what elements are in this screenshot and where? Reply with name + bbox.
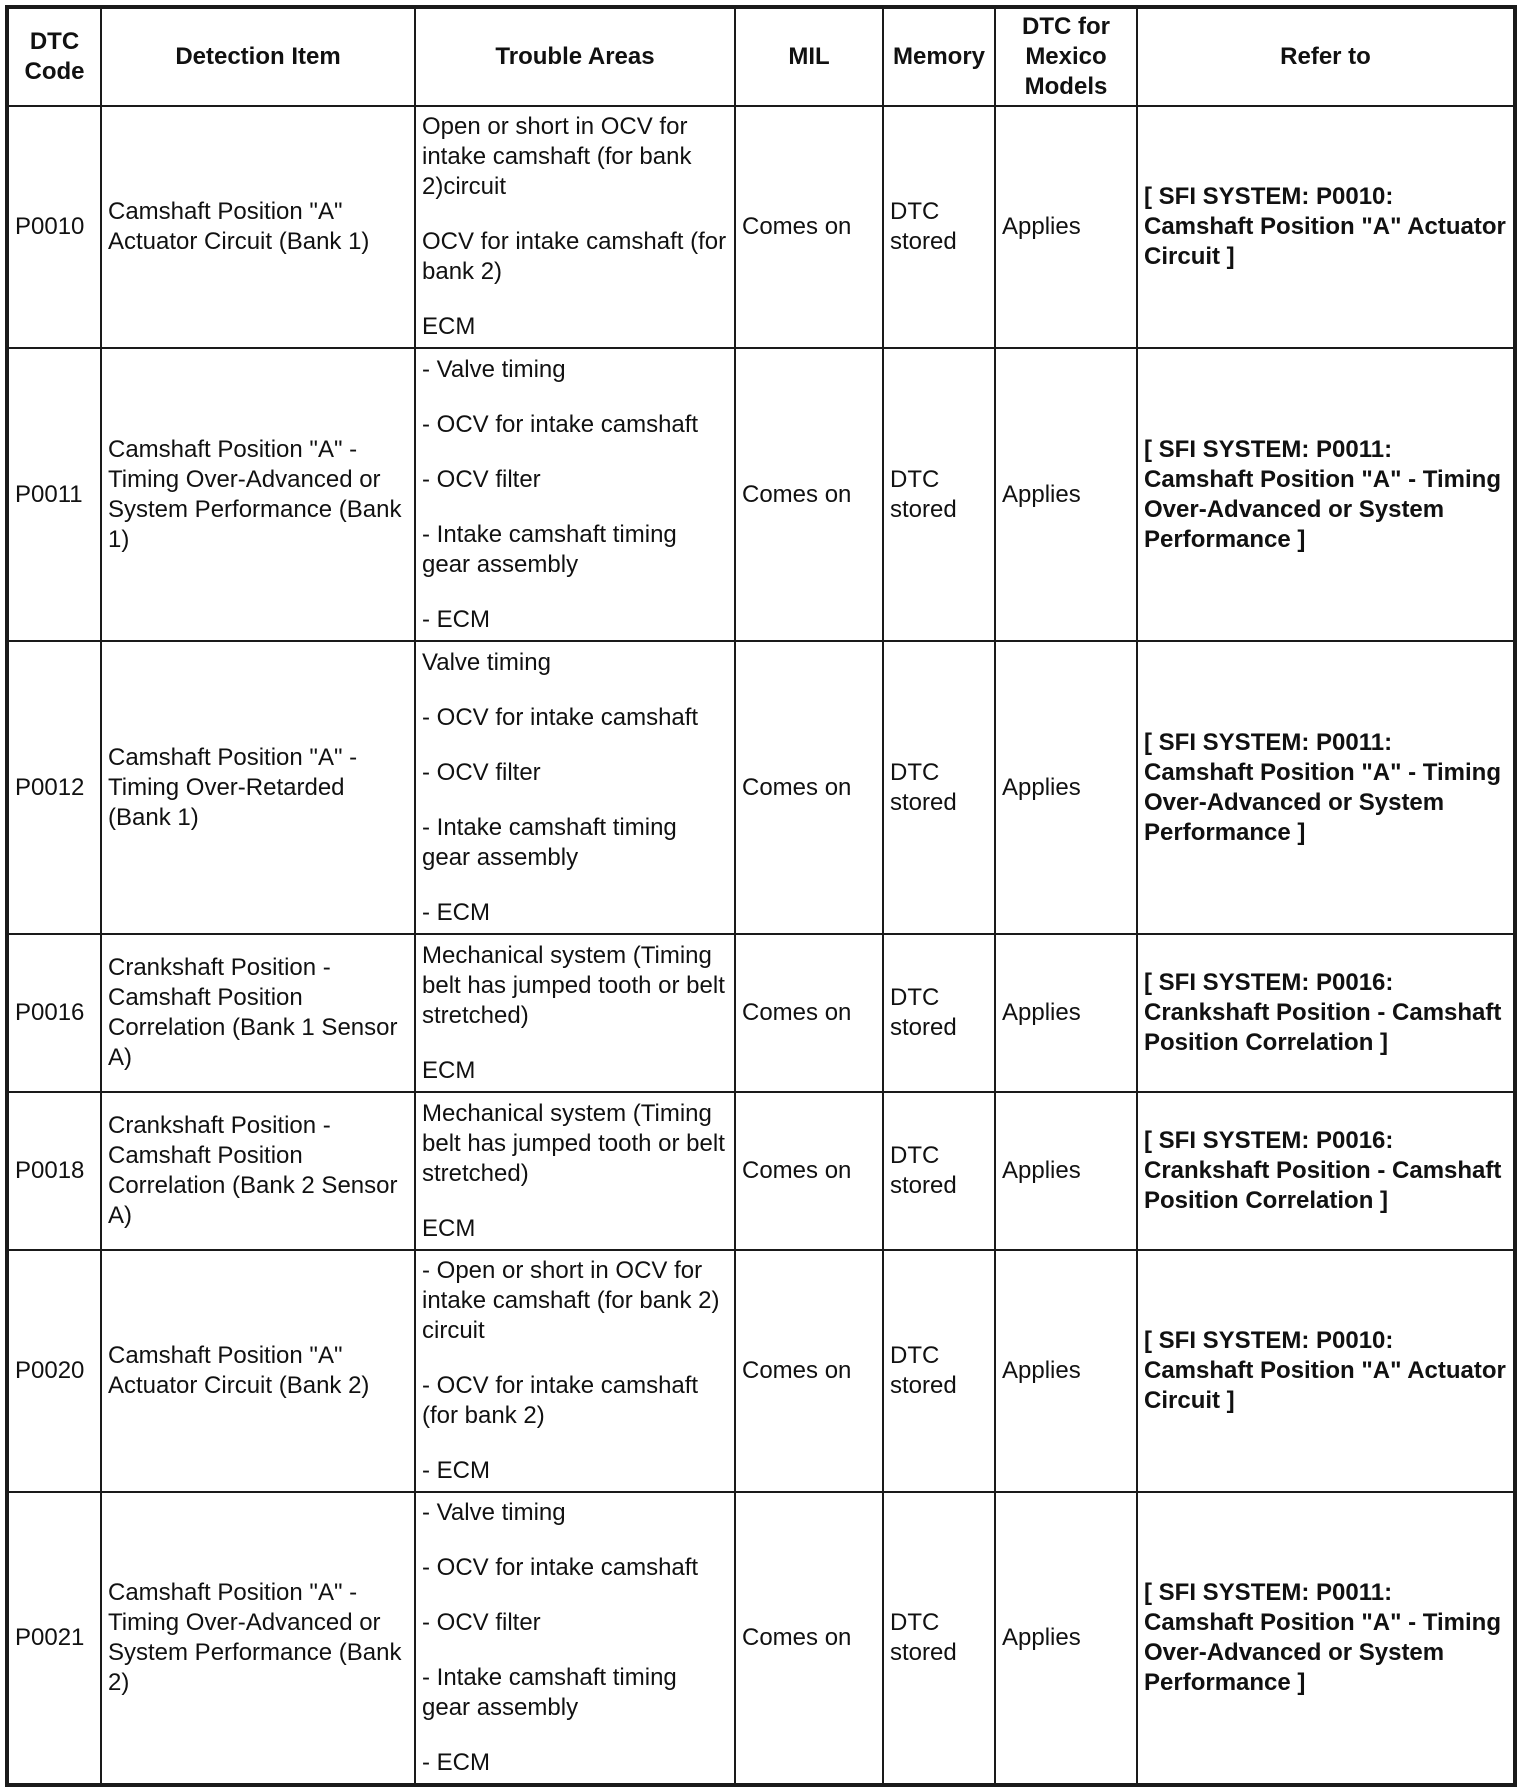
header-refer-to: Refer to: [1137, 7, 1515, 106]
trouble-areas-cell: [415, 641, 735, 934]
detection-item-cell: Camshaft Position "A" - Timing Over-Advanced or System Performance (Bank 2): [101, 1492, 415, 1785]
refer-link[interactable]: [ SFI SYSTEM: P0016: Crankshaft Position - Camshaft Position Correlation ]: [1144, 969, 1502, 1056]
trouble-area-item: - ECM: [422, 1457, 490, 1484]
header-dtc-code: DTC Code: [7, 7, 101, 106]
dtc-code-cell: P0018: [7, 1092, 101, 1250]
dtc-table: [5, 5, 1517, 1787]
trouble-areas-cell: [415, 1250, 735, 1492]
refer-link[interactable]: [ SFI SYSTEM: P0011: Camshaft Position "A" - Timing Over-Advanced or System Performance ]: [1144, 435, 1501, 553]
trouble-area-item: - ECM: [422, 898, 490, 926]
trouble-area-item: ECM: [422, 313, 476, 340]
trouble-area-item: - Valve timing: [422, 1499, 566, 1526]
trouble-area-item: Open or short in OCV for intake camshaft (for bank 2)circuit: [422, 113, 692, 200]
memory-cell: DTC stored: [883, 106, 995, 348]
memory-cell: DTC stored: [883, 1250, 995, 1492]
header-dtc-mexico: DTC for Mexico Models: [995, 7, 1137, 106]
trouble-area-item: - ECM: [422, 1749, 490, 1776]
table-row: [7, 934, 1515, 1092]
dtc-code-cell: P0012: [7, 641, 101, 934]
mil-cell: Comes on: [735, 106, 883, 348]
header-detection-item: Detection Item: [101, 7, 415, 106]
table-row: [7, 641, 1515, 934]
detection-item-cell: Camshaft Position "A" - Timing Over-Advanced or System Performance (Bank 1): [101, 348, 415, 641]
header-memory: Memory: [883, 7, 995, 106]
mil-cell: Comes on: [735, 1092, 883, 1250]
table-row: [7, 106, 1515, 348]
trouble-area-item: ECM: [422, 1056, 476, 1084]
trouble-area-item: ECM: [422, 1214, 476, 1242]
refer-link[interactable]: [ SFI SYSTEM: P0011: Camshaft Position "A" - Timing Over-Advanced or System Performance ]: [1144, 728, 1501, 846]
trouble-area-item: Mechanical system (Timing belt has jumped tooth or belt stretched): [422, 941, 725, 1029]
trouble-area-item: - OCV for intake camshaft: [422, 410, 699, 438]
mil-cell: Comes on: [735, 1492, 883, 1785]
refer-to-cell: [1137, 934, 1515, 1092]
table-row: [7, 348, 1515, 641]
trouble-areas-cell: [415, 348, 735, 641]
dtc-mexico-cell: Applies: [995, 1492, 1137, 1785]
trouble-area-item: - OCV for intake camshaft (for bank 2): [422, 1372, 699, 1429]
trouble-areas-cell: [415, 1092, 735, 1250]
refer-to-cell: [1137, 1250, 1515, 1492]
trouble-area-item: - Valve timing: [422, 355, 566, 383]
dtc-mexico-cell: Applies: [995, 106, 1137, 348]
table-row: [7, 1250, 1515, 1492]
refer-link[interactable]: [ SFI SYSTEM: P0010: Camshaft Position "A" Actuator Circuit ]: [1144, 183, 1506, 270]
table-row: [7, 1492, 1515, 1785]
dtc-mexico-cell: Applies: [995, 641, 1137, 934]
detection-item-cell: Crankshaft Position - Camshaft Position Correlation (Bank 2 Sensor A): [101, 1092, 415, 1250]
detection-item-cell: Camshaft Position "A" - Timing Over-Retarded (Bank 1): [101, 641, 415, 934]
trouble-area-item: - OCV for intake camshaft: [422, 1554, 699, 1581]
mil-cell: Comes on: [735, 641, 883, 934]
header-trouble-areas: Trouble Areas: [415, 7, 735, 106]
dtc-mexico-cell: Applies: [995, 348, 1137, 641]
trouble-area-item: - Intake camshaft timing gear assembly: [422, 520, 677, 578]
refer-to-cell: [1137, 1092, 1515, 1250]
detection-item-cell: Camshaft Position "A" Actuator Circuit (Bank 2): [101, 1250, 415, 1492]
dtc-mexico-cell: Applies: [995, 1092, 1137, 1250]
trouble-area-item: - OCV for intake camshaft: [422, 703, 699, 731]
trouble-area-item: Valve timing: [422, 648, 551, 676]
mil-cell: Comes on: [735, 348, 883, 641]
refer-link[interactable]: [ SFI SYSTEM: P0011: Camshaft Position "A" - Timing Over-Advanced or System Performance ]: [1144, 1579, 1501, 1696]
trouble-area-item: OCV for intake camshaft (for bank 2): [422, 228, 727, 285]
trouble-area-item: - OCV filter: [422, 465, 541, 493]
trouble-areas-cell: [415, 106, 735, 348]
trouble-area-item: - Intake camshaft timing gear assembly: [422, 1664, 677, 1721]
trouble-area-item: - ECM: [422, 605, 490, 633]
detection-item-cell: Crankshaft Position - Camshaft Position Correlation (Bank 1 Sensor A): [101, 934, 415, 1092]
header-mil: MIL: [735, 7, 883, 106]
trouble-area-item: - OCV filter: [422, 758, 541, 786]
trouble-areas-cell: [415, 1492, 735, 1785]
refer-to-cell: [1137, 1492, 1515, 1785]
trouble-area-item: - Intake camshaft timing gear assembly: [422, 813, 677, 871]
memory-cell: DTC stored: [883, 641, 995, 934]
dtc-code-cell: P0020: [7, 1250, 101, 1492]
refer-to-cell: [1137, 641, 1515, 934]
refer-link[interactable]: [ SFI SYSTEM: P0010: Camshaft Position "A" Actuator Circuit ]: [1144, 1327, 1506, 1414]
refer-to-cell: [1137, 348, 1515, 641]
memory-cell: DTC stored: [883, 348, 995, 641]
memory-cell: DTC stored: [883, 1492, 995, 1785]
detection-item-cell: Camshaft Position "A" Actuator Circuit (Bank 1): [101, 106, 415, 348]
dtc-mexico-cell: Applies: [995, 1250, 1137, 1492]
refer-link[interactable]: [ SFI SYSTEM: P0016: Crankshaft Position - Camshaft Position Correlation ]: [1144, 1127, 1502, 1214]
dtc-code-cell: P0021: [7, 1492, 101, 1785]
header-row: [7, 7, 1515, 106]
mil-cell: Comes on: [735, 1250, 883, 1492]
trouble-area-item: - Open or short in OCV for intake camshaft (for bank 2) circuit: [422, 1257, 720, 1344]
memory-cell: DTC stored: [883, 1092, 995, 1250]
trouble-area-item: - OCV filter: [422, 1609, 541, 1636]
dtc-code-cell: P0010: [7, 106, 101, 348]
table-row: [7, 1092, 1515, 1250]
dtc-code-cell: P0011: [7, 348, 101, 641]
trouble-area-item: Mechanical system (Timing belt has jumped tooth or belt stretched): [422, 1099, 725, 1187]
dtc-mexico-cell: Applies: [995, 934, 1137, 1092]
mil-cell: Comes on: [735, 934, 883, 1092]
dtc-code-cell: P0016: [7, 934, 101, 1092]
trouble-areas-cell: [415, 934, 735, 1092]
refer-to-cell: [1137, 106, 1515, 348]
memory-cell: DTC stored: [883, 934, 995, 1092]
dtc-table-sheet: [5, 5, 1513, 1787]
